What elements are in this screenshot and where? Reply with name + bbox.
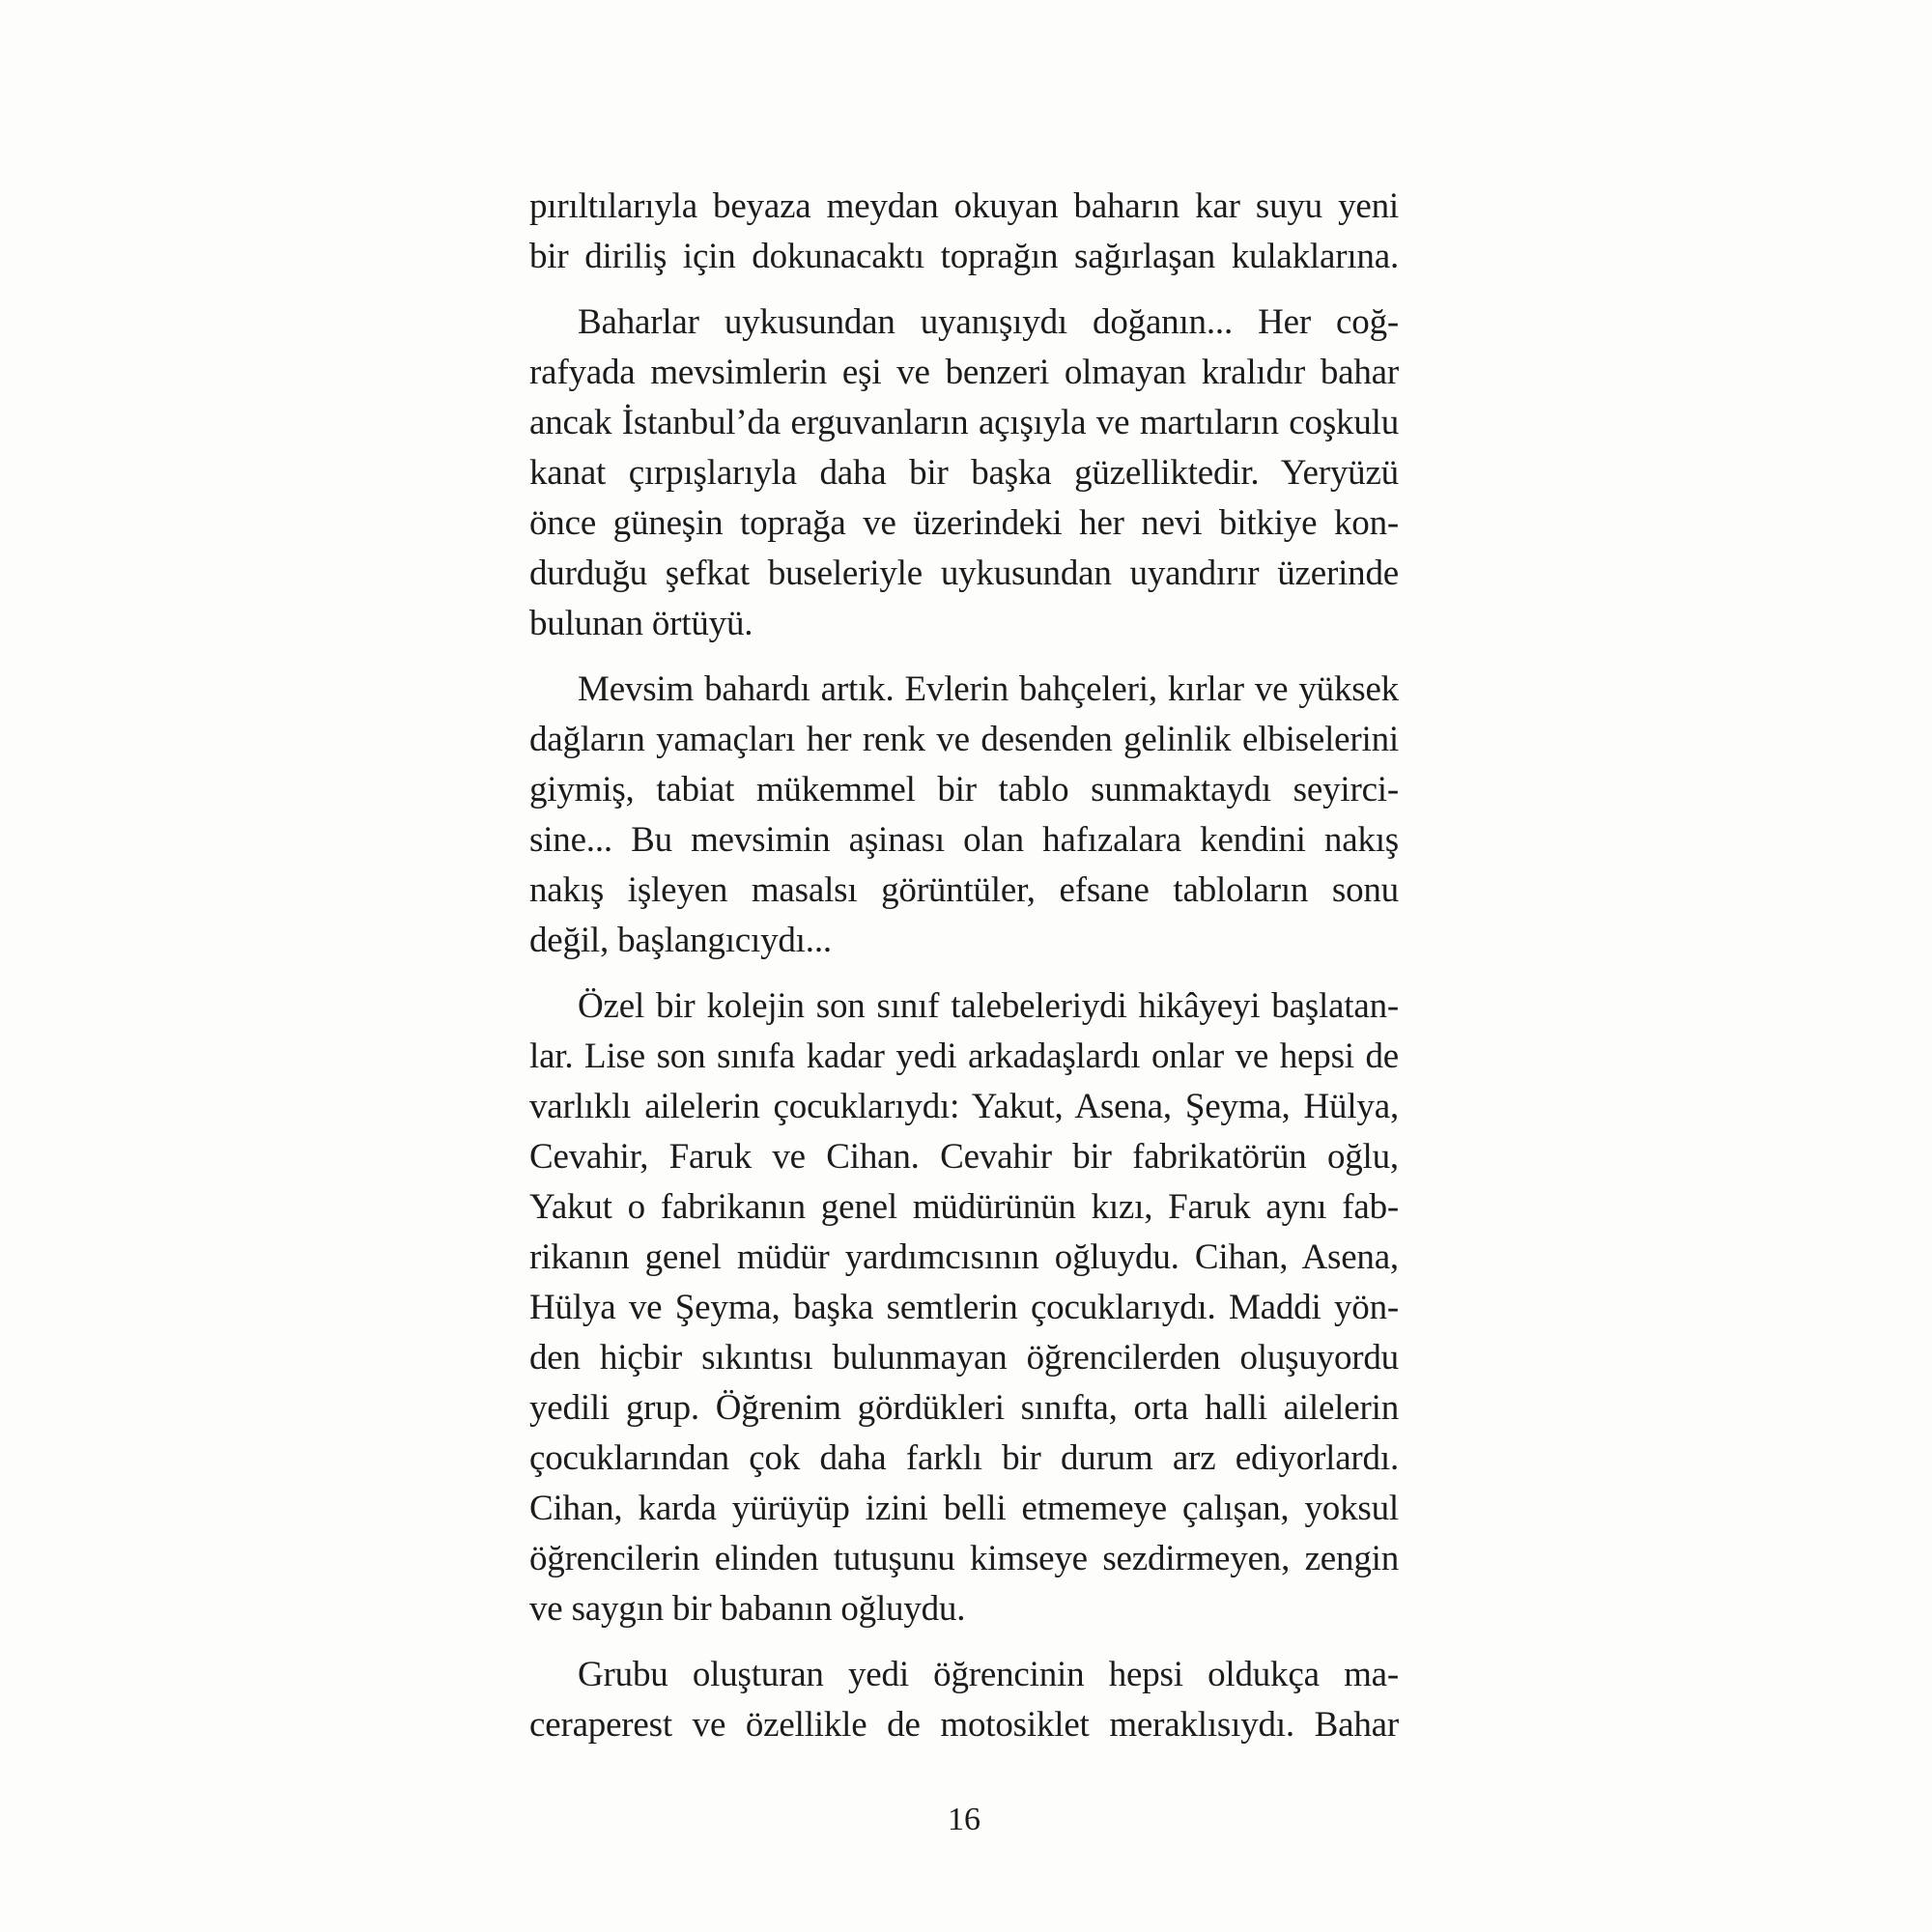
text-line: ancak İstanbul’da erguvanların açışıyla ve martıların coşkulu: [529, 403, 1399, 442]
body-text: [529, 182, 1399, 1750]
text-line: bir diriliş için dokunacaktı toprağın sağırlaşan kulaklarına.: [529, 237, 1399, 276]
text-line: yedili grup. Öğrenim gördükleri sınıfta, orta halli ailelerin: [529, 1388, 1399, 1428]
text-line: giymiş, tabiat mükemmel bir tablo sunmaktaydı seyirci-: [529, 770, 1399, 810]
text-line: öğrencilerin elinden tutuşunu kimseye sezdirmeyen, zengin: [529, 1539, 1399, 1578]
text-line: den hiçbir sıkıntısı bulunmayan öğrencilerden oluşuyordu: [529, 1338, 1399, 1378]
text-line: ve saygın bir babanın oğluydu.: [529, 1589, 966, 1629]
text-line: rafyada mevsimlerin eşi ve benzeri olmayan kralıdır bahar: [529, 353, 1399, 392]
paragraph: [529, 182, 1399, 282]
text-line: çocuklarından çok daha farklı bir durum arz ediyorlardı.: [529, 1438, 1399, 1478]
text-line: rikanın genel müdür yardımcısının oğluydu. Cihan, Asena,: [529, 1237, 1399, 1277]
text-line: durduğu şefkat buseleriyle uykusundan uyandırır üzerinde: [529, 554, 1399, 593]
text-line: Mevsim bahardı artık. Evlerin bahçeleri, kırlar ve yüksek: [578, 669, 1399, 709]
paragraph: [529, 665, 1399, 966]
text-line: önce güneşin toprağa ve üzerindeki her nevi bitkiye kon-: [529, 503, 1399, 543]
text-line: kanat çırpışlarıyla daha bir başka güzelliktedir. Yeryüzü: [529, 453, 1399, 493]
text-line: sine... Bu mevsimin aşinası olan hafızalara kendini nakış: [529, 820, 1399, 860]
paragraph: [529, 298, 1399, 649]
text-line: lar. Lise son sınıfa kadar yedi arkadaşlardı onlar ve hepsi de: [529, 1037, 1399, 1076]
text-line: dağların yamaçları her renk ve desenden gelinlik elbiselerini: [529, 720, 1399, 759]
text-line: değil, başlangıcıydı...: [529, 921, 832, 960]
paragraph: [529, 981, 1399, 1634]
text-line: Grubu oluşturan yedi öğrencinin hepsi oldukça ma-: [578, 1655, 1399, 1694]
text-line: bulunan örtüyü.: [529, 604, 753, 643]
text-line: varlıklı ailelerin çocuklarıydı: Yakut, Asena, Şeyma, Hülya,: [529, 1087, 1399, 1126]
text-line: ceraperest ve özellikle de motosiklet meraklısıydı. Bahar: [529, 1705, 1399, 1745]
page-number: 16: [948, 1802, 980, 1837]
text-line: Baharlar uykusundan uyanışıydı doğanın... Her coğ-: [578, 302, 1399, 342]
text-line: nakış işleyen masalsı görüntüler, efsane tabloların sonu: [529, 870, 1399, 910]
text-line: Cevahir, Faruk ve Cihan. Cevahir bir fabrikatörün oğlu,: [529, 1137, 1399, 1177]
text-line: Cihan, karda yürüyüp izini belli etmemeye çalışan, yoksul: [529, 1489, 1399, 1528]
text-line: Hülya ve Şeyma, başka semtlerin çocuklarıydı. Maddi yön-: [529, 1288, 1399, 1327]
paragraph: [529, 1650, 1399, 1750]
text-line: pırıltılarıyla beyaza meydan okuyan baharın kar suyu yeni: [529, 186, 1399, 226]
text-line: Yakut o fabrikanın genel müdürünün kızı, Faruk aynı fab-: [529, 1187, 1399, 1227]
text-line: Özel bir kolejin son sınıf talebeleriydi hikâyeyi başlatan-: [578, 986, 1399, 1026]
